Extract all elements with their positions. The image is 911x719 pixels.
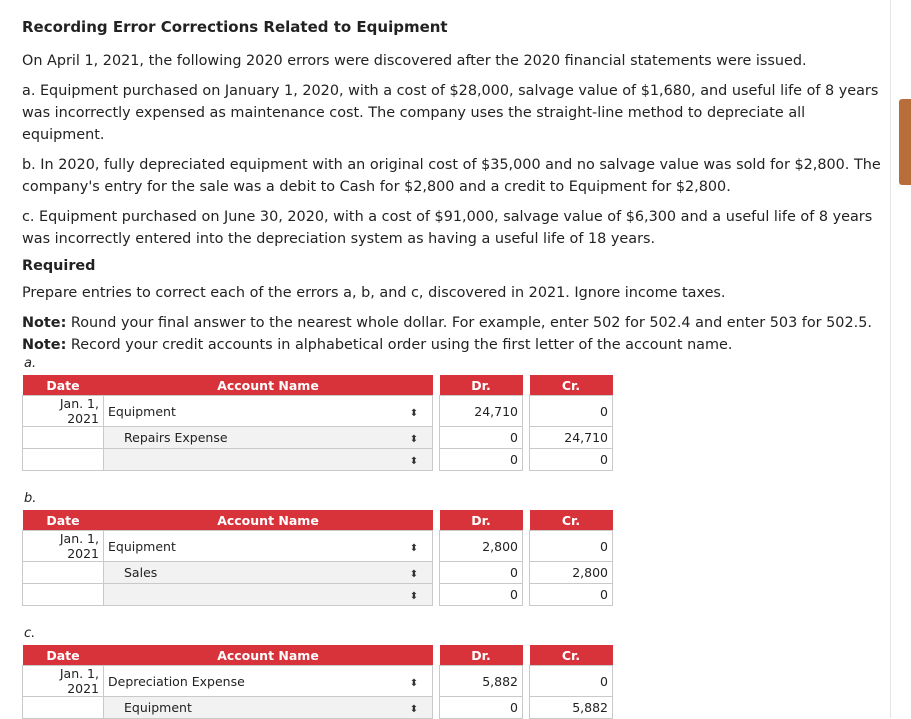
table-row bbox=[23, 396, 613, 427]
credit-input[interactable]: 0 bbox=[530, 449, 613, 471]
credit-input[interactable]: 24,710 bbox=[530, 427, 613, 449]
section-label-a: a. bbox=[24, 356, 37, 371]
debit-input[interactable]: 24,710 bbox=[440, 396, 523, 427]
date-cell[interactable] bbox=[23, 449, 104, 471]
note-label: Note: bbox=[22, 315, 67, 331]
header-account: Account Name bbox=[104, 510, 433, 531]
account-select[interactable]: Repairs Expense bbox=[104, 427, 397, 449]
updown-icon: ⬍ bbox=[409, 456, 419, 467]
select-arrows-icon[interactable] bbox=[396, 666, 433, 697]
date-cell[interactable]: Jan. 1, 2021 bbox=[23, 531, 104, 562]
debit-input[interactable]: 0 bbox=[440, 562, 523, 584]
header-date: Date bbox=[23, 510, 104, 531]
table-row bbox=[23, 531, 613, 562]
table-header bbox=[23, 510, 613, 531]
credit-input[interactable]: 0 bbox=[530, 531, 613, 562]
header-cr: Cr. bbox=[530, 510, 613, 531]
header-date: Date bbox=[23, 645, 104, 666]
date-cell[interactable] bbox=[23, 427, 104, 449]
select-arrows-icon[interactable] bbox=[396, 697, 433, 719]
note-text: Round your final answer to the nearest whole dollar. For example, enter 502 for 502.4 and enter 503 for 502.5. bbox=[66, 315, 872, 331]
note-rounding bbox=[22, 312, 882, 334]
required-heading: Required bbox=[22, 258, 96, 274]
page-divider bbox=[890, 0, 891, 718]
debit-input[interactable]: 0 bbox=[440, 697, 523, 719]
updown-icon: ⬍ bbox=[409, 704, 419, 715]
table-row bbox=[23, 562, 613, 584]
table-row bbox=[23, 697, 613, 719]
credit-input[interactable]: 0 bbox=[530, 396, 613, 427]
debit-input[interactable]: 5,882 bbox=[440, 666, 523, 697]
header-dr: Dr. bbox=[440, 645, 523, 666]
instruction-text: Prepare entries to correct each of the errors a, b, and c, discovered in 2021. Ignore income taxes. bbox=[22, 285, 726, 301]
table-row bbox=[23, 666, 613, 697]
credit-input[interactable]: 2,800 bbox=[530, 562, 613, 584]
date-cell[interactable] bbox=[23, 697, 104, 719]
account-select[interactable]: Equipment bbox=[104, 697, 397, 719]
updown-icon: ⬍ bbox=[409, 407, 419, 419]
header-dr: Dr. bbox=[440, 375, 523, 396]
header-cr: Cr. bbox=[530, 645, 613, 666]
table-header bbox=[23, 375, 613, 396]
note-label: Note: bbox=[22, 337, 67, 353]
item-b-text: b. In 2020, fully depreciated equipment with an original cost of $35,000 and no salvage value was sold for $2,800. The company's entry for the sale was a debit to Cash for $2,800 and a credit to Equipment for $2,800. bbox=[22, 157, 881, 195]
journal-table-c bbox=[22, 645, 613, 719]
page-title: Recording Error Corrections Related to Equipment bbox=[22, 18, 448, 36]
journal-table-a bbox=[22, 375, 613, 471]
account-select[interactable]: Sales bbox=[104, 562, 397, 584]
select-arrows-icon[interactable] bbox=[396, 396, 433, 427]
debit-input[interactable]: 0 bbox=[440, 449, 523, 471]
updown-icon: ⬍ bbox=[409, 434, 419, 445]
account-select[interactable]: Depreciation Expense bbox=[104, 666, 397, 697]
credit-input[interactable]: 0 bbox=[530, 584, 613, 606]
date-cell[interactable]: Jan. 1, 2021 bbox=[23, 666, 104, 697]
debit-input[interactable]: 0 bbox=[440, 427, 523, 449]
account-select[interactable] bbox=[104, 584, 397, 606]
item-a-text: a. Equipment purchased on January 1, 2020, with a cost of $28,000, salvage value of $1,680, and useful life of 8 years was incorrectly expensed as maintenance cost. The company uses the straight-line method to depreciate all equipment. bbox=[22, 83, 879, 143]
select-arrows-icon[interactable] bbox=[396, 449, 433, 471]
credit-input[interactable]: 5,882 bbox=[530, 697, 613, 719]
account-select[interactable]: Equipment bbox=[104, 531, 397, 562]
section-label-c: c. bbox=[24, 626, 36, 641]
side-panel-tab[interactable] bbox=[899, 99, 911, 185]
updown-icon: ⬍ bbox=[409, 542, 419, 554]
header-date: Date bbox=[23, 375, 104, 396]
select-arrows-icon[interactable] bbox=[396, 427, 433, 449]
header-account: Account Name bbox=[104, 645, 433, 666]
select-arrows-icon[interactable] bbox=[396, 562, 433, 584]
header-dr: Dr. bbox=[440, 510, 523, 531]
section-label-b: b. bbox=[24, 491, 37, 506]
date-cell[interactable] bbox=[23, 562, 104, 584]
table-header bbox=[23, 645, 613, 666]
date-cell[interactable]: Jan. 1, 2021 bbox=[23, 396, 104, 427]
account-select[interactable]: Equipment bbox=[104, 396, 397, 427]
table-row bbox=[23, 584, 613, 606]
date-cell[interactable] bbox=[23, 584, 104, 606]
item-c-text: c. Equipment purchased on June 30, 2020, with a cost of $91,000, salvage value of $6,300 and a useful life of 8 years was incorrectly entered into the depreciation system as having a useful life of 18 years. bbox=[22, 209, 873, 247]
table-row bbox=[23, 449, 613, 471]
account-select[interactable] bbox=[104, 449, 397, 471]
credit-input[interactable]: 0 bbox=[530, 666, 613, 697]
note-alphabetical bbox=[22, 334, 882, 356]
updown-icon: ⬍ bbox=[409, 677, 419, 689]
updown-icon: ⬍ bbox=[409, 591, 419, 602]
table-row bbox=[23, 427, 613, 449]
question-body bbox=[22, 14, 882, 356]
debit-input[interactable]: 2,800 bbox=[440, 531, 523, 562]
intro-text: On April 1, 2021, the following 2020 errors were discovered after the 2020 financial statements were issued. bbox=[22, 53, 807, 69]
journal-table-b bbox=[22, 510, 613, 606]
select-arrows-icon[interactable] bbox=[396, 531, 433, 562]
note-text: Record your credit accounts in alphabetical order using the first letter of the account name. bbox=[66, 337, 733, 353]
updown-icon: ⬍ bbox=[409, 569, 419, 580]
select-arrows-icon[interactable] bbox=[396, 584, 433, 606]
debit-input[interactable]: 0 bbox=[440, 584, 523, 606]
header-cr: Cr. bbox=[530, 375, 613, 396]
header-account: Account Name bbox=[104, 375, 433, 396]
